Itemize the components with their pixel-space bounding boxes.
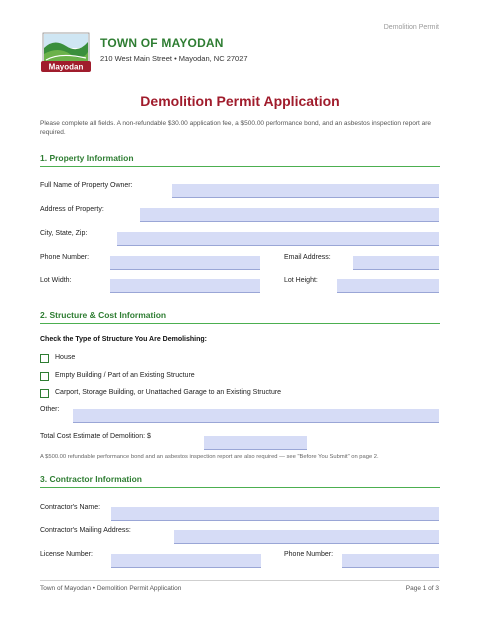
footer-left: Town of Mayodan • Demolition Permit Application [40,585,182,592]
page-number: Page 1 of 3 [405,585,439,592]
bond-note: A $500.00 refundable performance bond and an asbestos inspection report are also required — see "Before You Submit" on page 2. [40,454,379,460]
carport-checkbox[interactable] [40,389,49,398]
contractor-phone-label: Phone Number: [284,551,334,558]
contractor-name-label: Contractor's Name: [40,504,101,511]
city-state-zip-label: City, State, Zip: [40,230,88,237]
house-option-label: House [55,354,76,361]
lot-height-label: Lot Height: [284,277,318,284]
contractor-phone-field[interactable] [342,554,439,568]
document-label: Demolition Permit [383,24,439,31]
carport-option-label: Carport, Storage Building, or Unattached Garage to an Existing Structure [55,389,282,396]
phone-field[interactable] [110,256,260,270]
town-address: 210 West Main Street • Mayodan, NC 27027 [100,54,248,63]
section-divider [40,166,440,167]
empty-building-option-label: Empty Building / Part of an Existing Structure [55,372,195,379]
svg-text:Mayodan: Mayodan [48,62,84,72]
page-title: Demolition Permit Application [140,93,340,109]
cost-estimate-field[interactable] [204,436,307,450]
section-structure-heading: 2. Structure & Cost Information [40,310,167,320]
license-number-field[interactable] [111,554,261,568]
town-name: TOWN OF MAYODAN [100,36,224,50]
intro-text: Please complete all fields. A non-refundable $30.00 application fee, a $500.00 performance bond, and an asbestos inspection report are required. [40,120,431,136]
lot-height-field[interactable] [337,279,439,293]
lot-width-label: Lot Width: [40,277,72,284]
footer-divider [40,580,440,581]
license-number-label: License Number: [40,551,93,558]
other-field[interactable] [73,409,439,423]
structure-type-prompt: Check the Type of Structure You Are Demolishing: [40,336,207,343]
section-contractor-heading: 3. Contractor Information [40,474,143,484]
house-checkbox[interactable] [40,354,49,363]
cost-estimate-label: Total Cost Estimate of Demolition: $ [40,433,151,440]
contractor-name-field[interactable] [111,507,439,521]
contractor-mailing-field[interactable] [174,530,439,544]
section-divider [40,323,440,324]
empty-building-checkbox[interactable] [40,372,49,381]
owner-name-label: Full Name of Property Owner: [40,182,133,189]
phone-label: Phone Number: [40,254,90,261]
section-divider [40,487,440,488]
property-address-label: Address of Property: [40,206,104,213]
town-logo [40,32,92,76]
section-property-heading: 1. Property Information [40,153,134,163]
property-address-field[interactable] [140,208,439,222]
email-label: Email Address: [284,254,331,261]
lot-width-field[interactable] [110,279,260,293]
contractor-mailing-label: Contractor's Mailing Address: [40,527,131,534]
owner-name-field[interactable] [172,184,439,198]
email-field[interactable] [353,256,439,270]
other-label: Other: [40,406,60,413]
city-state-zip-field[interactable] [117,232,439,246]
